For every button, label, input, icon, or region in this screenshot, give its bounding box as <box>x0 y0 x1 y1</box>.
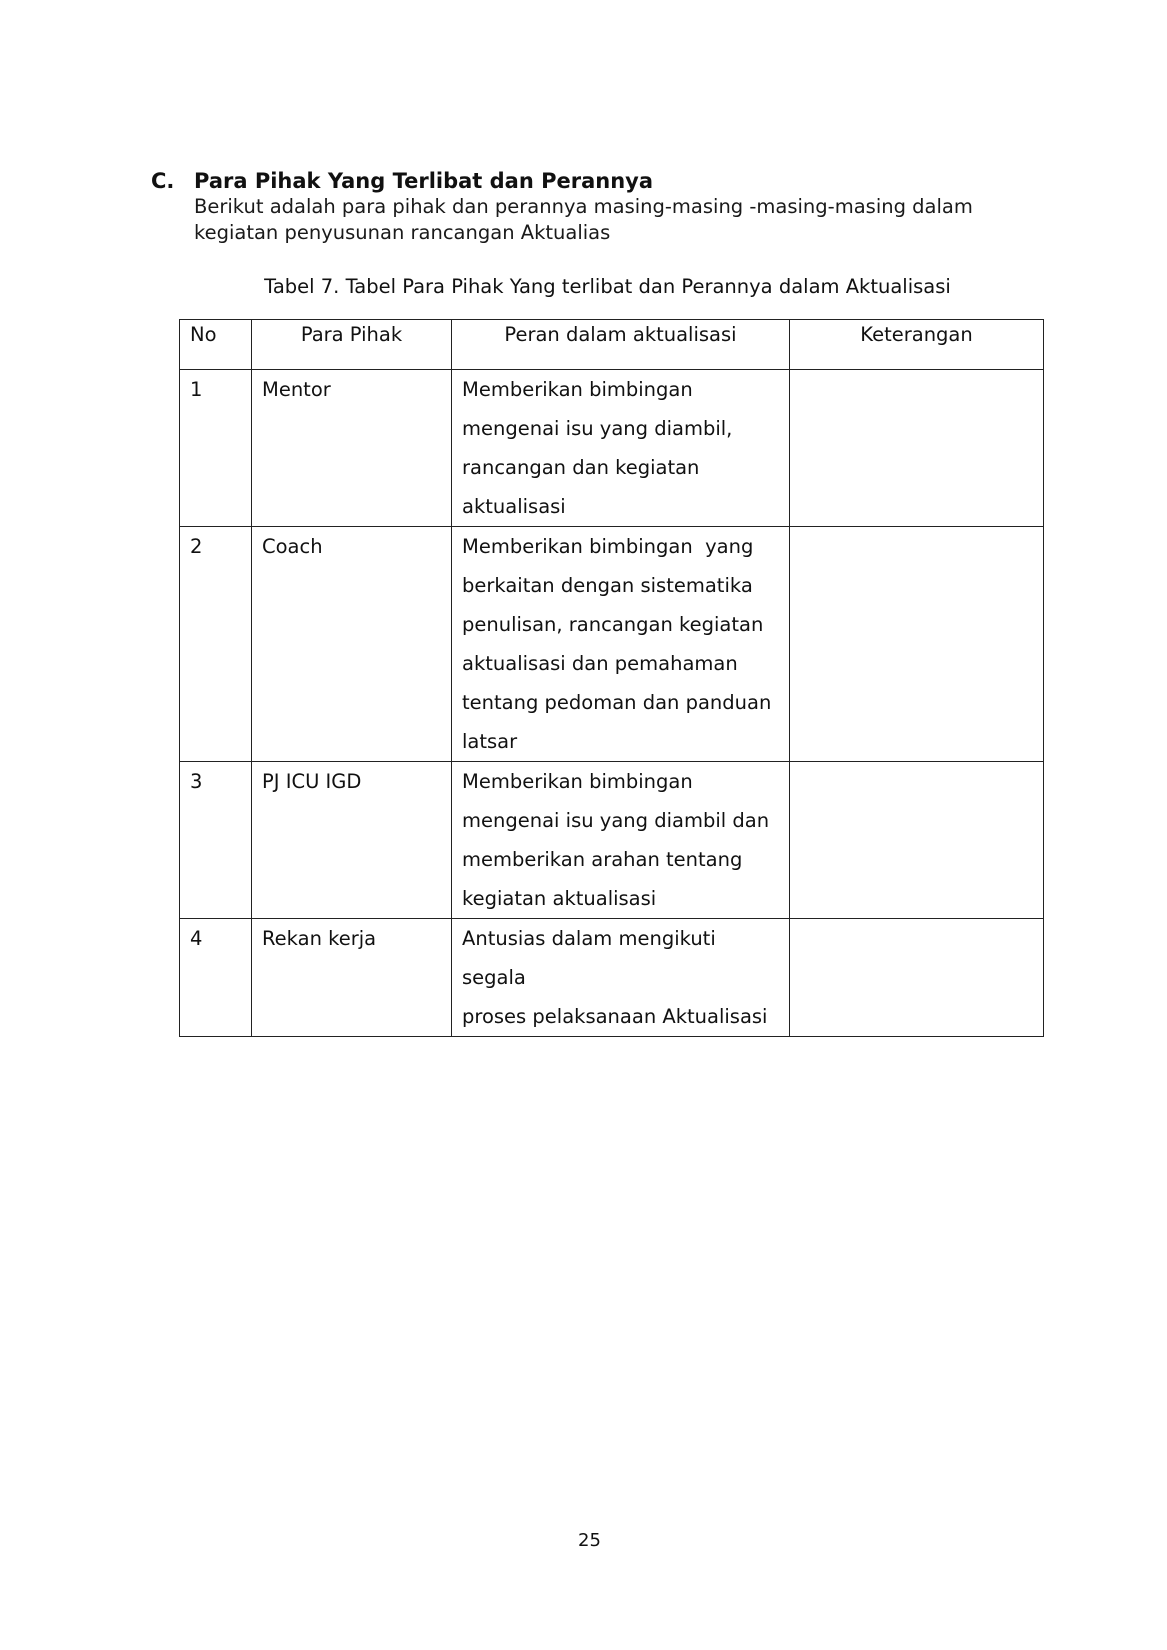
role-line: proses pelaksanaan Aktualisasi <box>462 1005 768 1028</box>
cell-role <box>452 527 790 762</box>
page-number: 25 <box>578 1530 601 1551</box>
section-body-text: Berikut adalah para pihak dan perannya masing-masing -masing-masing dalam kegiatan penyusunan rancangan Aktualias <box>194 195 973 244</box>
role-line: mengenai isu yang diambil dan <box>462 809 770 832</box>
role-line: Memberikan bimbingan <box>462 770 693 793</box>
table-row <box>180 762 1044 919</box>
cell-party: Mentor <box>252 370 452 527</box>
cell-no: 1 <box>180 370 252 527</box>
cell-note <box>790 527 1044 762</box>
section-c <box>151 168 1051 246</box>
header-note: Keterangan <box>790 320 1044 370</box>
table-row <box>180 527 1044 762</box>
section-title: Para Pihak Yang Terlibat dan Perannya <box>194 169 654 193</box>
role-line: rancangan dan kegiatan <box>462 456 700 479</box>
section-heading <box>151 168 1051 194</box>
role-line: aktualisasi <box>462 495 566 518</box>
role-line: aktualisasi dan pemahaman <box>462 652 738 675</box>
cell-no: 3 <box>180 762 252 919</box>
table-row <box>180 919 1044 1037</box>
role-line: berkaitan dengan sistematika <box>462 574 753 597</box>
table-row <box>180 370 1044 527</box>
cell-no: 4 <box>180 919 252 1037</box>
role-line: Memberikan bimbingan yang <box>462 535 754 558</box>
role-line: mengenai isu yang diambil, <box>462 417 733 440</box>
cell-note <box>790 370 1044 527</box>
header-party: Para Pihak <box>252 320 452 370</box>
role-line: Antusias dalam mengikuti segala <box>462 927 716 989</box>
role-line: tentang pedoman dan panduan <box>462 691 772 714</box>
cell-role <box>452 370 790 527</box>
role-line: penulisan, rancangan kegiatan <box>462 613 764 636</box>
cell-party: PJ ICU IGD <box>252 762 452 919</box>
header-no: No <box>180 320 252 370</box>
role-line: latsar <box>462 730 518 753</box>
role-line: kegiatan aktualisasi <box>462 887 657 910</box>
cell-note <box>790 919 1044 1037</box>
cell-party: Rekan kerja <box>252 919 452 1037</box>
cell-no: 2 <box>180 527 252 762</box>
section-letter: C. <box>151 169 175 193</box>
header-role: Peran dalam aktualisasi <box>452 320 790 370</box>
cell-party: Coach <box>252 527 452 762</box>
role-line: memberikan arahan tentang <box>462 848 743 871</box>
table-caption: Tabel 7. Tabel Para Pihak Yang terlibat dan Perannya dalam Aktualisasi <box>264 275 951 298</box>
cell-role <box>452 919 790 1037</box>
cell-role <box>452 762 790 919</box>
table-header-row <box>180 320 1044 370</box>
parties-table <box>179 319 1044 1037</box>
cell-note <box>790 762 1044 919</box>
role-line: Memberikan bimbingan <box>462 378 693 401</box>
